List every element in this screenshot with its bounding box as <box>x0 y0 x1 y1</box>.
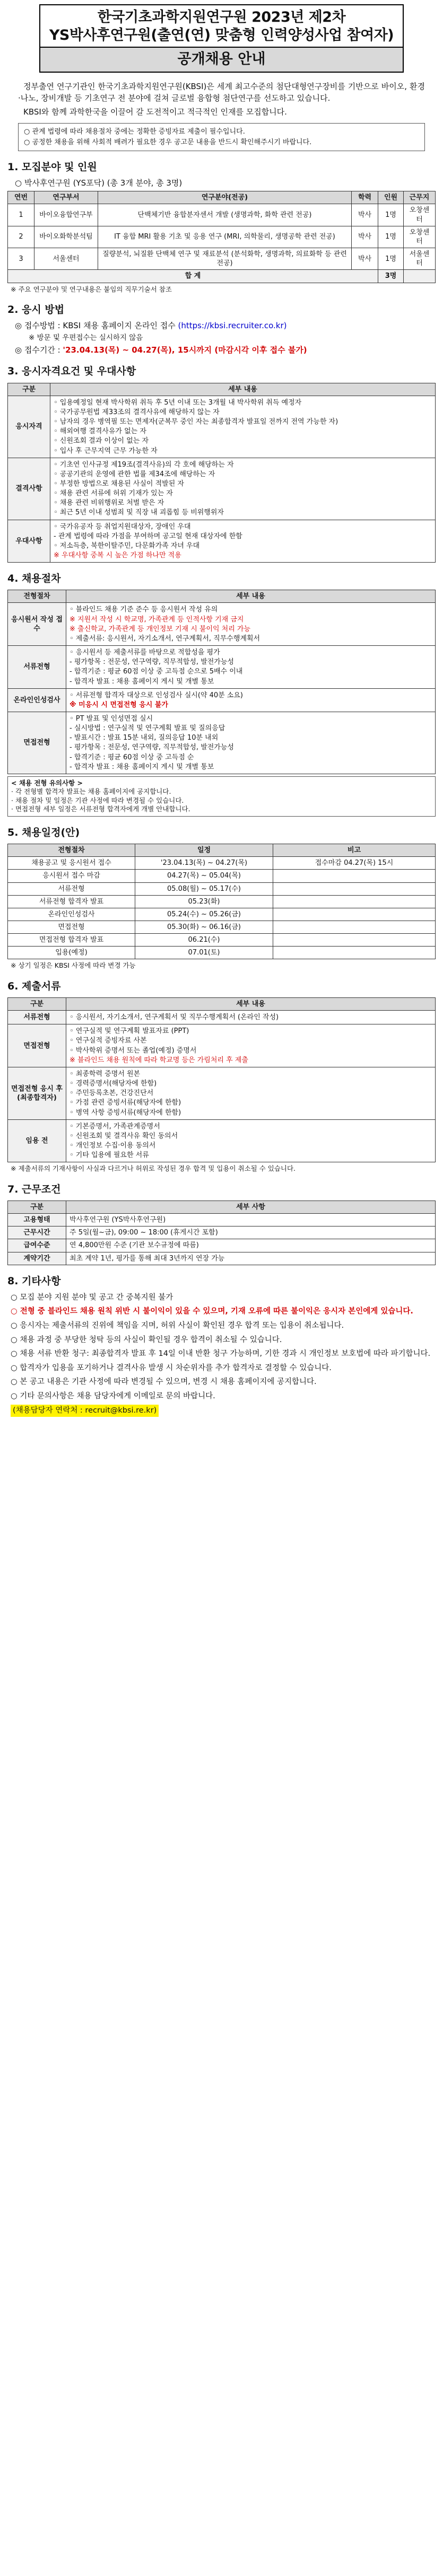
list-item: ◦ 최종학력 증명서 원본 <box>70 1070 141 1078</box>
intro-paragraph-2: KBSI와 함께 과학한국을 이끌어 갈 도전적이고 적극적인 인재를 모집합니다. <box>23 107 287 117</box>
procedure-note: < 채용 전형 유의사항 > <box>11 778 83 787</box>
col-header: 연번 <box>8 191 34 204</box>
list-item: ○ 합격자가 입용을 포기하거나 결격사유 발생 시 차순위자를 추가 합격자로 결정할 수 있습니다. <box>11 1363 332 1372</box>
list-item: - 합격기준 : 평균 60점 이상 중 고득점 순으로 5배수 이내 <box>70 668 243 676</box>
cell-note <box>273 934 436 947</box>
table-row <box>8 870 436 882</box>
list-item: ※ 지원서 작성 시 학교명, 가족관계 등 인적사항 기재 금지 <box>70 615 244 624</box>
list-item: ◦ 연구실적 및 연구계획 발표자료 (PPT) <box>70 1027 189 1036</box>
row-label: 근무시간 <box>8 1226 66 1239</box>
section-title: 6. 제출서류 <box>7 980 61 992</box>
row-content <box>50 396 436 458</box>
section-recruitment-field <box>7 161 436 294</box>
title-line-1: 한국기초과학지원연구원 2023년 제2차 <box>97 9 346 25</box>
col-header: 근무지 <box>404 191 436 204</box>
table-row <box>8 248 436 270</box>
section-title: 1. 모집분야 및 인원 <box>7 161 97 173</box>
apply-method-note: ※ 방문 및 우편접수는 실시하지 않음 <box>29 333 143 342</box>
list-item: ◦ 기타 입용에 필요한 서류 <box>70 1151 149 1160</box>
section-title: 5. 채용일정(안) <box>7 826 80 838</box>
section-procedure <box>7 572 436 817</box>
row-value: 주 5일(월~금), 09:00 ~ 18:00 (휴게시간 포함) <box>66 1226 436 1239</box>
table-row <box>8 1067 436 1119</box>
list-item: ◦ 박사학위 증명서 또는 졸업(예정) 증명서 <box>70 1046 197 1055</box>
table-row <box>8 1226 436 1239</box>
list-item: ○ 기타 문의사항은 채용 담당자에게 이메일로 문의 바랍니다. <box>11 1391 215 1400</box>
row-label: 면접전형 응시 후(최종합격자) <box>8 1067 66 1119</box>
table-row <box>8 226 436 248</box>
list-item: ◦ 개인정보 수집·이용 동의서 <box>70 1142 156 1150</box>
procedure-notes <box>7 776 436 817</box>
cell-field: IT 융합 MRI 활용 기초 및 응용 연구 (MRI, 의학물리, 생명공학 관련 전공) <box>98 226 352 248</box>
list-item: ◦ 입용예정일 현재 박사학위 취득 후 5년 이내 또는 3개월 내 박사학위 취득 예정자 <box>54 398 302 407</box>
cell-step: 응시원서 접수 마감 <box>8 870 135 882</box>
table-row <box>8 1024 436 1067</box>
schedule-table <box>7 844 436 959</box>
table-row <box>8 1214 436 1226</box>
list-item: ※ 우대사항 중복 시 높은 가점 하나만 적용 <box>54 551 181 560</box>
list-item: ◦ 경력증명서(해당자에 한함) <box>70 1080 157 1088</box>
col-header: 구분 <box>8 1201 66 1213</box>
cell-no: 1 <box>8 204 34 226</box>
col-header: 인원 <box>378 191 404 204</box>
section-title: 7. 근무조건 <box>7 1183 61 1195</box>
col-header: 비고 <box>273 844 436 857</box>
procedure-table <box>7 590 436 774</box>
list-item: ◦ 부정한 방법으로 채용된 사실이 적발된 자 <box>54 479 184 488</box>
row-label: 서류전형 <box>8 646 66 689</box>
cell-note: 접수마감 04.27(목) 15시 <box>273 857 436 870</box>
list-item: ◦ 신원조회 결과 이상이 없는 자 <box>54 437 149 445</box>
list-item: ◦ 채용 관련 서류에 허위 기재가 있는 자 <box>54 489 173 498</box>
list-item: ◦ 병역 사항 증빙서류(해당자에 한함) <box>70 1108 181 1117</box>
cell-date: 05.30(화) ~ 06.16(금) <box>135 921 273 933</box>
list-item: ◦ 제출서류: 응시원서, 자기소개서, 연구계획서, 직무수행계획서 <box>70 634 260 643</box>
col-header: 일정 <box>135 844 273 857</box>
procedure-note: · 면접전형 세부 일정은 서류전형 합격자에게 개별 안내합니다. <box>11 805 190 813</box>
table-row <box>8 603 436 646</box>
col-header: 구분 <box>8 998 66 1011</box>
cell-date: '23.04.13(목) ~ 04.27(목) <box>135 857 273 870</box>
row-content <box>66 1011 436 1024</box>
notice-box <box>18 123 425 151</box>
title-box <box>39 4 404 48</box>
contact-info: (채용담당자 연락처 : recruit@kbsi.re.kr) <box>11 1405 159 1417</box>
schedule-note: ※ 상기 일정은 KBSI 사정에 따라 변경 가능 <box>11 961 136 970</box>
table-row <box>8 857 436 870</box>
cell-date: 05.23(화) <box>135 895 273 908</box>
row-content <box>66 603 436 646</box>
section-others <box>7 1275 436 1417</box>
row-content <box>66 712 436 774</box>
cell-note <box>273 947 436 959</box>
row-label: 결격사항 <box>8 458 50 520</box>
cell-step: 채용공고 및 응시원서 접수 <box>8 857 135 870</box>
cell-location: 서울센터 <box>404 248 436 270</box>
cell-step: 온라인인성검사 <box>8 908 135 921</box>
row-label: 면접전형 <box>8 712 66 774</box>
cell-dept: 바이오융합연구부 <box>34 204 98 226</box>
qualification-table <box>7 383 436 563</box>
table-row <box>8 1119 436 1162</box>
list-item: ○ 채용 서류 반환 청구: 최종합격자 발표 후 14일 이내 반환 청구 가능하며, 기한 경과 시 개인정보 보호법에 따라 파기합니다. <box>11 1350 431 1359</box>
list-item: ◦ 블라인드 채용 기준 준수 등 응시원서 작성 유의 <box>70 606 218 614</box>
list-item: ○ 응시자는 제출서류의 진위에 책임을 지며, 허위 사실이 확인된 경우 합격 또는 입용이 취소됩니다. <box>11 1321 344 1330</box>
cell-no: 3 <box>8 248 34 270</box>
table-row <box>8 1239 436 1252</box>
empty-cell <box>404 270 436 283</box>
row-label: 응시원서 작성 접수 <box>8 603 66 646</box>
apply-period-value: '23.04.13(목) ~ 04.27(목), 15시까지 (마감시각 이후 접수 불가) <box>63 345 307 355</box>
cell-step: 면접전형 <box>8 921 135 933</box>
list-item: ◦ 서류전형 합격자 대상으로 인성검사 실시(약 40분 소요) <box>70 691 243 699</box>
cell-edu: 박사 <box>352 226 378 248</box>
total-value: 3명 <box>378 270 404 283</box>
list-item: - 평가항목 : 전문성, 연구역량, 직무적합성, 발전가능성 <box>70 658 234 667</box>
list-item: ○ 전형 중 블라인드 채용 원칙 위반 시 불이익이 있을 수 있으며, 기재 오류에 따른 불이익은 응시자 본인에게 있습니다. <box>11 1307 413 1316</box>
intro <box>18 81 425 118</box>
cell-date: 05.08(월) ~ 05.17(수) <box>135 882 273 895</box>
row-label: 계약기간 <box>8 1252 66 1265</box>
list-item: ※ 미응시 시 면접전형 응시 불가 <box>70 700 168 709</box>
cell-step: 서류전형 <box>8 882 135 895</box>
col-header: 연구부서 <box>34 191 98 204</box>
list-item: - 실시방법 : 연구실적 및 연구계획 발표 및 질의응답 <box>70 724 225 733</box>
list-item: - 합격기준 : 평균 60점 이상 중 고득점 순 <box>70 753 194 761</box>
procedure-note: · 채용 절차 및 일정은 기관 사정에 따라 변경될 수 있습니다. <box>11 796 184 804</box>
list-item: ◦ 국가유공자 등 취업지원대상자, 장애인 우대 <box>54 522 191 531</box>
row-content <box>66 688 436 712</box>
col-header: 세부 내용 <box>66 998 436 1011</box>
col-header: 전형절차 <box>8 844 135 857</box>
col-header: 전형절차 <box>8 590 66 603</box>
table-row <box>8 520 436 563</box>
list-item: ◦ 입사 후 근무지역 근무 가능한 자 <box>54 446 158 455</box>
section-apply-method <box>7 303 436 355</box>
row-label: 온라인인성검사 <box>8 688 66 712</box>
list-item: - 합격자 발표 : 채용 홈페이지 게시 및 개별 통보 <box>70 677 214 686</box>
col-header: 연구분야(전공) <box>98 191 352 204</box>
list-item: ○ 모집 분야 지원 분야 및 공고 간 중복지원 불가 <box>11 1293 173 1302</box>
recruit-table <box>7 191 436 283</box>
list-item: - 평가항목 : 전문성, 연구역량, 직무적합성, 발전가능성 <box>70 743 234 752</box>
title-band: 공개채용 안내 <box>39 48 404 73</box>
row-content <box>66 1119 436 1162</box>
list-item: ◦ 기본증명서, 가족관계증명서 <box>70 1122 160 1131</box>
cell-note <box>273 895 436 908</box>
cell-step: 면접전형 합격자 발표 <box>8 934 135 947</box>
row-label: 고용형태 <box>8 1214 66 1226</box>
notice-item: ○ 공정한 채용을 위해 사회적 배려가 필요한 경우 공고문 내용을 반드시 확인해주시기 바랍니다. <box>24 138 312 146</box>
table-row <box>8 646 436 689</box>
section-schedule <box>7 826 436 970</box>
cell-note <box>273 908 436 921</box>
intro-paragraph-1: 정부출연 연구기관인 한국기초과학지원연구원(KBSI)은 세계 최고수준의 첨단대형연구장비를 기반으로 바이오, 환경·나노, 장비개발 등 기초연구 전 분야에 걸쳐 글로벌 융합형 첨단연구를 선도하고 있습니다. <box>18 82 425 103</box>
apply-method-line <box>15 321 436 331</box>
section-title: 8. 기타사항 <box>7 1275 61 1287</box>
row-content <box>50 458 436 520</box>
list-item: - 관계 법령에 따라 가점을 부여하며 공고일 현재 대상자에 한함 <box>54 532 242 540</box>
col-header: 세부 내용 <box>50 383 436 396</box>
apply-site-link[interactable]: (https://kbsi.recruiter.co.kr) <box>178 321 287 331</box>
col-header: 학력 <box>352 191 378 204</box>
table-row <box>8 921 436 933</box>
conditions-table <box>7 1201 436 1265</box>
table-row <box>8 947 436 959</box>
list-item: - 합격자 발표 : 채용 홈페이지 게시 및 개별 통보 <box>70 763 214 771</box>
table-row <box>8 882 436 895</box>
procedure-note: · 각 전형별 합격자 발표는 채용 홈페이지에 공지합니다. <box>11 787 171 796</box>
table-row <box>8 934 436 947</box>
table-note: ※ 주요 연구분야 및 연구내용은 붙임의 직무기술서 참조 <box>11 285 172 293</box>
section-title: 3. 응시자격요건 및 우대사항 <box>7 365 136 378</box>
cell-count: 1명 <box>378 248 404 270</box>
list-item: ※ 블라인드 채용 원칙에 따라 학교명 등은 가림처리 후 제출 <box>70 1056 248 1064</box>
cell-edu: 박사 <box>352 248 378 270</box>
table-row <box>8 908 436 921</box>
cell-dept: 서울센터 <box>34 248 98 270</box>
cell-count: 1명 <box>378 226 404 248</box>
cell-note <box>273 870 436 882</box>
row-label: 우대사항 <box>8 520 50 563</box>
notice-item: ○ 관계 법령에 따라 채용절차 중에는 정확한 증빙자료 제출이 필수입니다. <box>24 128 245 136</box>
table-row <box>8 895 436 908</box>
cell-field: 단백체기반 융합분자센서 개발 (생명과학, 화학 관련 전공) <box>98 204 352 226</box>
list-item: - 발표시간 : 발표 15분 내외, 질의응답 10분 내외 <box>70 734 219 742</box>
apply-period-line <box>15 345 436 356</box>
row-content <box>66 1024 436 1067</box>
row-value: 연 4,800만원 수준 (기관 보수규정에 따름) <box>66 1239 436 1252</box>
cell-count: 1명 <box>378 204 404 226</box>
row-value: 최초 계약 1년, 평가를 통해 최대 3년까지 연장 가능 <box>66 1252 436 1265</box>
row-content <box>66 1067 436 1119</box>
list-item: ◦ 응시원서, 자기소개서, 연구계획서 및 직무수행계획서 (온라인 작성) <box>70 1013 279 1022</box>
cell-location: 오창센터 <box>404 226 436 248</box>
row-label: 임용 전 <box>8 1119 66 1162</box>
title-line-2: YS박사후연구원(출연(연) 맞춤형 인력양성사업 참여자) <box>49 27 394 43</box>
others-list <box>11 1292 432 1417</box>
list-item: ◦ 최근 5년 이내 성범죄 및 직장 내 괴롭힘 등 비위행위자 <box>54 509 224 517</box>
list-item: ◦ 채용 관련 비위행위로 처벌 받은 자 <box>54 499 164 507</box>
list-item: ◦ 해외여행 결격사유가 없는 자 <box>54 427 146 436</box>
cell-location: 오창센터 <box>404 204 436 226</box>
section-qualifications <box>7 365 436 563</box>
recruit-summary: ○ 박사후연구원 (YS포닥) (총 3개 분야, 총 3명) <box>15 178 183 188</box>
table-total-row <box>8 270 436 283</box>
table-row <box>8 712 436 774</box>
section-work-conditions <box>7 1183 436 1265</box>
table-row <box>8 204 436 226</box>
col-header: 세부 내용 <box>66 590 436 603</box>
cell-date: 05.24(수) ~ 05.26(금) <box>135 908 273 921</box>
table-row <box>8 1252 436 1265</box>
list-item: ◦ 응시원서 등 제출서류를 바탕으로 적합성을 평가 <box>70 649 220 657</box>
documents-note: ※ 제출서류의 기재사항이 사실과 다르거나 허위로 작성된 경우 합격 및 입용이 취소될 수 있습니다. <box>11 1164 296 1173</box>
list-item: ◦ 저소득층, 북한이탈주민, 다문화가족 자녀 우대 <box>54 541 200 550</box>
row-value: 박사후연구원 (YS박사후연구원) <box>66 1214 436 1226</box>
cell-step: 서류전형 합격자 발표 <box>8 895 135 908</box>
section-title: 2. 응시 방법 <box>7 304 65 316</box>
list-item: ※ 출신학교, 가족관계 등 개인정보 기재 시 불이익 처리 가능 <box>70 625 251 633</box>
row-label: 면접전형 <box>8 1024 66 1067</box>
list-item: ○ 본 공고 내용은 기관 사정에 따라 변경될 수 있으며, 변경 시 채용 홈페이지에 공지합니다. <box>11 1378 317 1387</box>
col-header: 구분 <box>8 383 50 396</box>
list-item: ◦ 연구실적 증빙자료 사본 <box>70 1037 147 1045</box>
cell-dept: 바이오화학분석팀 <box>34 226 98 248</box>
apply-period-label: ◎ 접수기간 : <box>15 345 63 355</box>
table-row <box>8 396 436 458</box>
table-row <box>8 688 436 712</box>
row-label: 서류전형 <box>8 1011 66 1024</box>
list-item: ◦ 남자의 경우 병역필 또는 면제자(군복무 중인 자는 최종합격자 발표일 전까지 전역 가능한 자) <box>54 418 338 426</box>
list-item: ◦ PT 발표 및 인성면접 실시 <box>70 715 153 723</box>
list-item: ◦ 가점 관련 증빙서류(해당자에 한함) <box>70 1099 181 1107</box>
cell-no: 2 <box>8 226 34 248</box>
section-documents <box>7 980 436 1173</box>
cell-note <box>273 882 436 895</box>
col-header: 세부 사항 <box>66 1201 436 1213</box>
section-title: 4. 채용절차 <box>7 573 61 585</box>
cell-date: 06.21(수) <box>135 934 273 947</box>
list-item: ◦ 신원조회 및 결격사유 확인 동의서 <box>70 1132 178 1140</box>
cell-note <box>273 921 436 933</box>
list-item: ◦ 기초연 인사규정 제19조(결격사유)의 각 호에 해당하는 자 <box>54 460 234 469</box>
row-content <box>66 646 436 689</box>
list-item: ◦ 주민등록초본, 건강진단서 <box>70 1089 154 1098</box>
documents-table <box>7 997 436 1162</box>
table-row <box>8 458 436 520</box>
cell-step: 입용(예정) <box>8 947 135 959</box>
row-content <box>50 520 436 563</box>
cell-date: 07.01(토) <box>135 947 273 959</box>
row-label: 응시자격 <box>8 396 50 458</box>
cell-field: 질량분석, 뇌질환 단백체 연구 및 재료분석 (분석화학, 생명과학, 의료화학 등 관련 전공) <box>98 248 352 270</box>
list-item: ◦ 국가공무원법 제33조의 결격사유에 해당하지 않는 자 <box>54 408 220 416</box>
table-row <box>8 1011 436 1024</box>
total-label: 합 계 <box>8 270 378 283</box>
apply-method-text: ◎ 접수방법 : KBSI 채용 홈페이지 온라인 접수 <box>15 321 176 331</box>
cell-edu: 박사 <box>352 204 378 226</box>
row-label: 급여수준 <box>8 1239 66 1252</box>
list-item: ○ 채용 과정 중 부당한 청탁 등의 사실이 확인될 경우 합격이 취소될 수 있습니다. <box>11 1335 282 1344</box>
list-item: ◦ 공공기관의 운영에 관한 법률 제34조에 해당하는 자 <box>54 470 215 478</box>
cell-date: 04.27(목) ~ 05.04(목) <box>135 870 273 882</box>
